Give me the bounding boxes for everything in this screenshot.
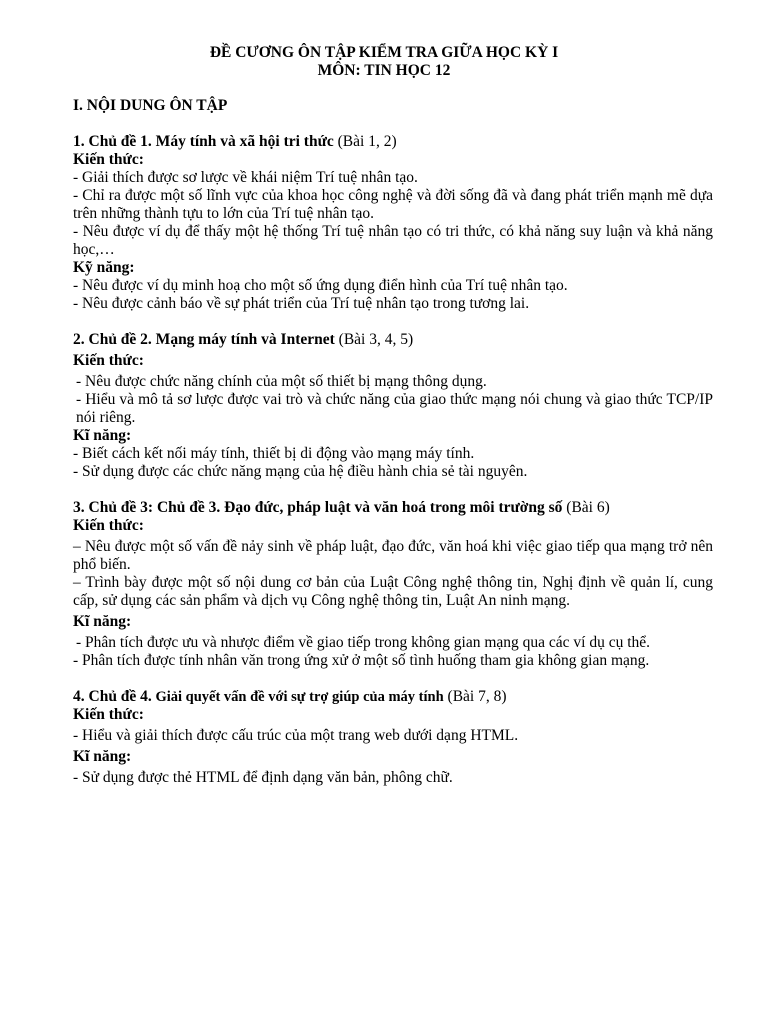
document-title: [0, 44, 768, 80]
topic-heading: [73, 499, 713, 517]
skill-item: - Biết cách kết nối máy tính, thiết bị di động vào mạng máy tính.: [73, 445, 475, 462]
knowledge-label: Kiến thức:: [73, 517, 144, 534]
topic-heading-text: 1. Chủ đề 1. Máy tính và xã hội tri thức: [73, 133, 334, 150]
topic-heading-text: 2. Chủ đề 2. Mạng máy tính và Internet: [73, 331, 335, 348]
knowledge-item: - Hiểu và giải thích được cấu trúc của một trang web dưới dạng HTML.: [73, 727, 519, 744]
skill-item: - Phân tích được ưu và nhược điểm về giao tiếp trong không gian mạng qua các ví dụ cụ thể.: [76, 634, 651, 651]
topic-lesson-ref: (Bài 7, 8): [443, 688, 507, 705]
knowledge-item: - Giải thích được sơ lược về khái niệm Trí tuệ nhân tạo.: [73, 169, 418, 186]
skill-item: - Sử dụng được thẻ HTML để định dạng văn bản, phông chữ.: [73, 769, 453, 786]
skills-label: Kĩ năng:: [73, 427, 132, 444]
knowledge-item: - Nêu được chức năng chính của một số thiết bị mạng thông dụng.: [76, 373, 487, 390]
knowledge-item: – Nêu được một số vấn đề nảy sinh về pháp luật, đạo đức, văn hoá khi việc giao tiếp qua mạng trở nên phổ biến.: [73, 538, 713, 573]
skill-item: - Nêu được cảnh báo về sự phát triển của Trí tuệ nhân tạo trong tương lai.: [73, 295, 530, 312]
skills-label: Kỹ năng:: [73, 259, 135, 276]
knowledge-item: - Nêu được ví dụ để thấy một hệ thống Trí tuệ nhân tạo có tri thức, có khả năng suy luận và khả năng học,…: [73, 223, 713, 258]
topic-lesson-ref: (Bài 1, 2): [333, 133, 397, 150]
skill-item: - Nêu được ví dụ minh hoạ cho một số ứng dụng điển hình của Trí tuệ nhân tạo.: [73, 277, 568, 294]
topic-4: [73, 688, 713, 787]
knowledge-item: - Chỉ ra được một số lĩnh vực của khoa học công nghệ và đời sống đã và đang phát triển mạnh mẽ dựa trên những thành tựu to lớn của Trí tuệ nhân tạo.: [73, 187, 713, 222]
topic-2: [73, 331, 713, 481]
document-body: [73, 97, 713, 805]
knowledge-item: - Hiểu và mô tả sơ lược được vai trò và chức năng của giao thức mạng nói chung và giao thức TCP/IP nói riêng.: [76, 391, 713, 426]
title-line-2: MÔN: TIN HỌC 12: [317, 62, 451, 79]
knowledge-label: Kiến thức:: [73, 151, 144, 168]
skills-label: Kĩ năng:: [73, 613, 132, 630]
knowledge-label: Kiến thức:: [73, 352, 144, 369]
knowledge-label: Kiến thức:: [73, 706, 144, 723]
topic-heading: [73, 133, 713, 151]
skill-item: - Phân tích được tính nhân văn trong ứng xử ở một số tình huống tham gia không gian mạng.: [73, 652, 650, 669]
topic-lesson-ref: (Bài 3, 4, 5): [334, 331, 414, 348]
knowledge-item: – Trình bày được một số nội dung cơ bản của Luật Công nghệ thông tin, Nghị định về quản lí, cung cấp, sử dụng các sản phẩm và dịch vụ Công nghệ thông tin, Luật An ninh mạng.: [73, 574, 713, 609]
section-heading: I. NỘI DUNG ÔN TẬP: [73, 97, 228, 114]
skill-item: - Sử dụng được các chức năng mạng của hệ điều hành chia sẻ tài nguyên.: [73, 463, 528, 480]
topic-heading: [73, 331, 713, 349]
topic-heading: [73, 688, 713, 706]
topic-heading-text: 3. Chủ đề 3: Chủ đề 3. Đạo đức, pháp luật và văn hoá trong môi trường số: [73, 499, 563, 516]
topic-heading-text: 4. Chủ đề 4.: [73, 688, 152, 705]
topic-1: [73, 133, 713, 313]
topic-3: [73, 499, 713, 670]
title-line-1: ĐỀ CƯƠNG ÔN TẬP KIỂM TRA GIỮA HỌC KỲ I: [209, 44, 559, 61]
topic-heading-subtitle: Giải quyết vấn đề với sự trợ giúp của máy tính: [151, 689, 444, 705]
topic-lesson-ref: (Bài 6): [562, 499, 610, 516]
skills-label: Kĩ năng:: [73, 748, 132, 765]
